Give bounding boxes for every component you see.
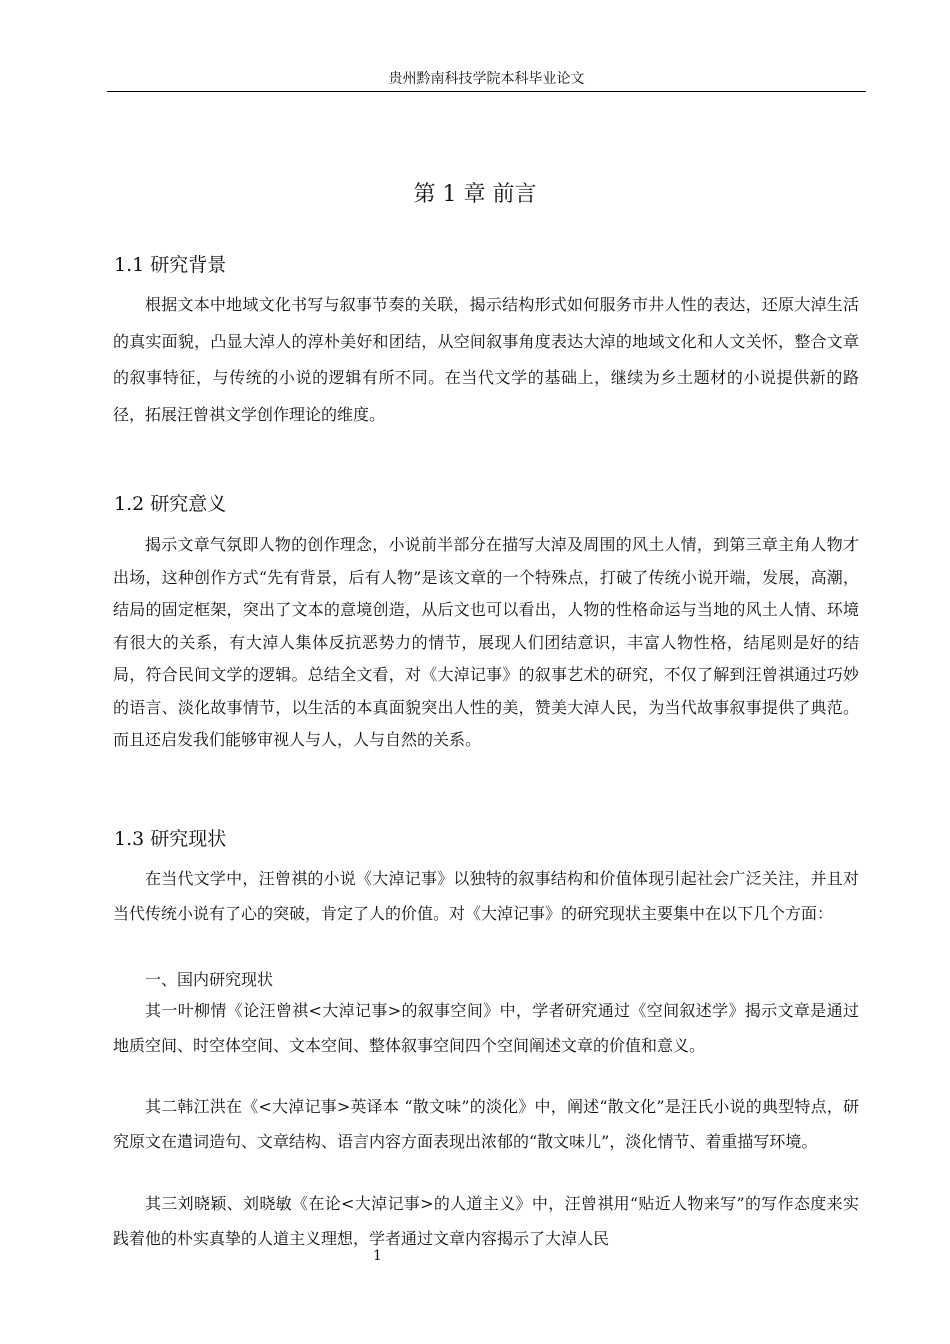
running-header: 贵州黔南科技学院本科毕业论文 bbox=[388, 71, 585, 87]
section-heading-1-2: 1.2 研究意义 bbox=[114, 493, 227, 515]
paragraph-domestic-heading: 一、国内研究现状 bbox=[145, 970, 274, 989]
page-number: 1 bbox=[373, 1248, 382, 1264]
paragraph-item-2: 其二韩江洪在《<大淖记事>英译本 “散文味”的淡化》中，阐述“散文化”是汪氏小说的典型特点，研究原文在遣词造句、文章结构、语言内容方面表现出浓郁的“散文味儿”，淡化情节、着重描写环境。 bbox=[113, 1097, 859, 1151]
section-heading-1-1: 1.1 研究背景 bbox=[114, 254, 227, 276]
paragraph-status-intro: 在当代文学中，汪曾祺的小说《大淖记事》以独特的叙事结构和价值体现引起社会广泛关注，并且对当代传统小说有了心的突破，肯定了人的价值。对《大淖记事》的研究现状主要集中在以下几个方面： bbox=[113, 869, 859, 923]
paragraph-item-3: 其三刘晓颖、刘晓敏《在论<大淖记事>的人道主义》中，汪曾祺用“贴近人物来写”的写作态度来实践着他的朴实真挚的人道主义理想，学者通过文章内容揭示了大淖人民 bbox=[113, 1194, 859, 1248]
header-rule bbox=[107, 91, 866, 92]
paragraph-background: 根据文本中地域文化书写与叙事节奏的关联，揭示结构形式如何服务市井人性的表达，还原大淖生活的真实面貌，凸显大淖人的淳朴美好和团结，从空间叙事角度表达大淖的地域文化和人文关怀，整合文章的叙事特征，与传统的小说的逻辑有所不同。在当代文学的基础上，继续为乡土题材的小说提供新的路径，拓展汪曾祺文学创作理论的维度。 bbox=[113, 295, 859, 424]
chapter-title: 第 1 章 前言 bbox=[413, 182, 537, 207]
paragraph-significance: 揭示文章气氛即人物的创作理念，小说前半部分在描写大淖及周围的风土人情，到第三章主角人物才出场，这种创作方式“先有背景，后有人物”是该文章的一个特殊点，打破了传统小说开端，发展，高潮，结局的固定框架，突出了文本的意境创造，从后文也可以看出，人物的性格命运与当地的风土人情、环境有很大的关系，有大淖人集体反抗恶势力的情节，展现人们团结意识，丰富人物性格，结尾则是好的结局，符合民间文学的逻辑。总结全文看，对《大淖记事》的叙事艺术的研究，不仅了解到汪曾祺通过巧妙的语言、淡化故事情节，以生活的本真面貌突出人性的美，赞美大淖人民，为当代故事叙事提供了典范。而且还启发我们能够审视人与人，人与自然的关系。 bbox=[113, 535, 859, 749]
section-heading-1-3: 1.3 研究现状 bbox=[114, 828, 227, 850]
paragraph-item-1: 其一叶柳情《论汪曾祺<大淖记事>的叙事空间》中，学者研究通过《空间叙述学》揭示文章是通过地质空间、时空体空间、文本空间、整体叙事空间四个空间阐述文章的价值和意义。 bbox=[113, 1001, 859, 1055]
